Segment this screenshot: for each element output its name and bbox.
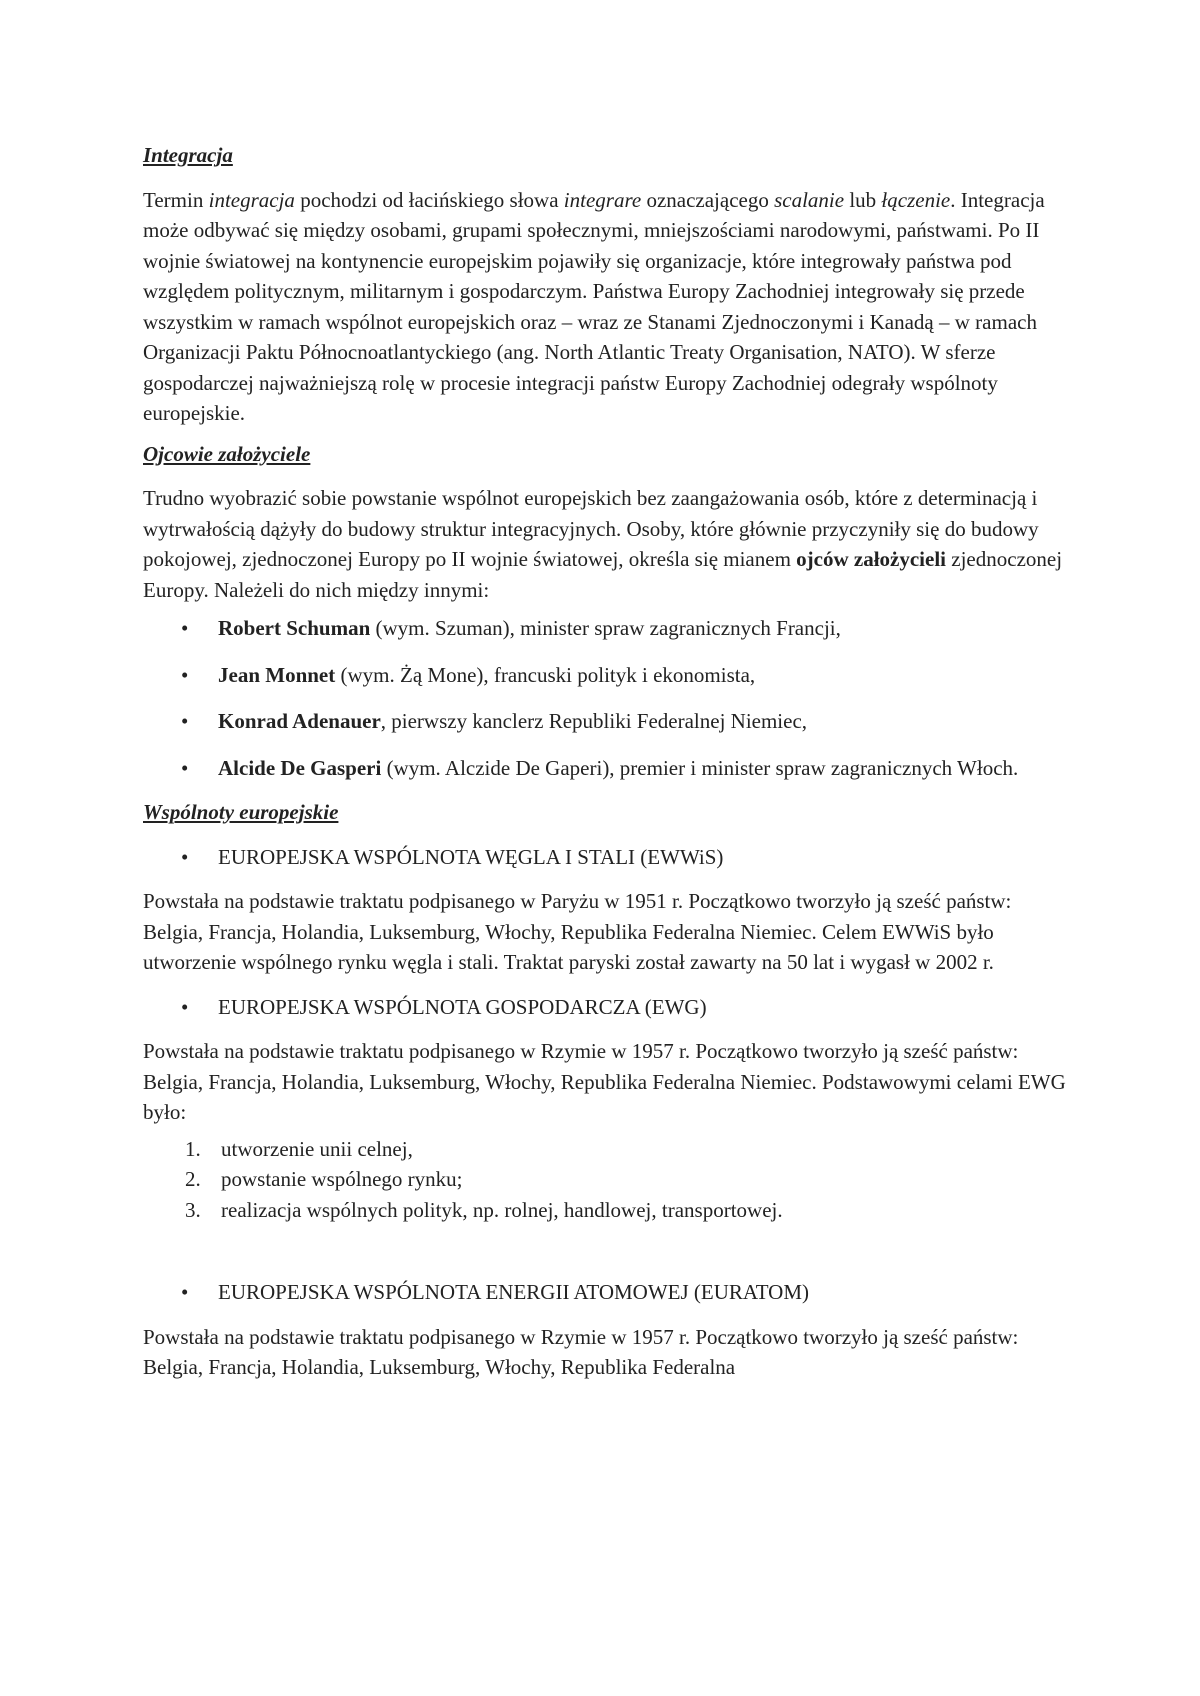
list-item-goal — [143, 1164, 1068, 1195]
list-item-founder — [143, 660, 1068, 691]
bold-term: ojców założycieli — [796, 547, 947, 571]
paragraph-integracja — [143, 185, 1068, 429]
list-item-community — [143, 842, 1068, 873]
list-number: 2. — [185, 1167, 201, 1191]
section-heading-wspolnoty: Wspólnoty europejskie — [143, 800, 339, 824]
bullet-icon: • — [181, 1280, 189, 1304]
founder-desc: (wym. Szuman), minister spraw zagranicznych Francji, — [370, 616, 841, 640]
bullet-icon: • — [181, 844, 189, 869]
italic-term: łączenie — [881, 187, 951, 212]
list-number: 1. — [185, 1136, 201, 1161]
list-item-founder — [143, 613, 1068, 644]
list-item-founder — [143, 706, 1068, 737]
bullet-icon: • — [181, 616, 189, 640]
community-title-ewwis — [143, 842, 1068, 873]
text-run: Trudno wyobrazić sobie powstanie wspólnot europejskich bez zaangażowania osób, które z determinacją i wytrwałością dążyły do budowy struktur integracyjnych. Osoby, które głównie przyczyniły się do budowy pokojowej, zjednoczonej Europy po II wojnie światowej, określa się mianem — [143, 486, 1039, 571]
founder-desc: , pierwszy kanclerz Republiki Federalnej Niemiec, — [380, 709, 808, 733]
community-title: EUROPEJSKA WSPÓLNOTA ENERGII ATOMOWEJ (EURATOM) — [218, 1280, 810, 1304]
italic-term: scalanie — [774, 187, 845, 212]
text-run: zjednoczonej Europy. Należeli do nich między innymi: — [143, 547, 1063, 602]
goal-text: powstanie wspólnego rynku; — [221, 1167, 463, 1191]
community-title-ewg — [143, 992, 1068, 1023]
section-heading-ojcowie: Ojcowie założyciele — [143, 441, 311, 466]
list-number: 3. — [185, 1197, 201, 1222]
text-run: . Integracja może odbywać się między osobami, grupami społecznymi, mniejszościami narodowymi, państwami. Po II wojnie światowej na kontynencie europejskim pojawiły się organizacje, które integrowały państwa pod względem politycznym, militarnym i gospodarczym. Państwa Europy Zachodniej integrowały się przede wszystkim w ramach wspólnot europejskich oraz – wraz ze Stanami Zjednoczonymi i Kanadą – w ramach Organizacji Paktu Północnoatlantyckiego (ang. North Atlantic Treaty Organisation, NATO). W sferze gospodarczej najważniejszą rolę w procesie integracji państw Europy Zachodniej odegrały wspólnoty europejskie. — [143, 187, 1045, 425]
text-run: lub — [844, 187, 882, 212]
bullet-icon: • — [181, 755, 189, 780]
founder-desc: (wym. Żą Mone), francuski polityk i ekonomista, — [335, 662, 756, 687]
list-item-founder — [143, 753, 1068, 784]
list-item-community — [143, 1277, 1068, 1308]
founder-name: Alcide De Gasperi — [218, 755, 382, 780]
paragraph-ewg: Powstała na podstawie traktatu podpisanego w Rzymie w 1957 r. Początkowo tworzyło ją sześć państw: Belgia, Francja, Holandia, Luksemburg, Włochy, Republika Federalna Niemiec. Podstawowymi celami EWG było: — [143, 1039, 1066, 1124]
bullet-icon: • — [181, 994, 189, 1019]
founder-name: Konrad Adenauer — [218, 709, 381, 733]
paragraph-ojcowie — [143, 483, 1068, 605]
italic-term: integracja — [208, 187, 295, 212]
goal-text: utworzenie unii celnej, — [221, 1136, 413, 1161]
community-title-euratom — [143, 1277, 1068, 1308]
list-item-community — [143, 992, 1068, 1023]
section-heading-integracja: Integracja — [143, 143, 233, 167]
list-item-goal — [143, 1195, 1068, 1226]
document-page — [143, 140, 1068, 1393]
list-item-goal — [143, 1134, 1068, 1165]
text-run: Termin — [143, 187, 209, 212]
text-run: pochodzi od łacińskiego słowa — [294, 187, 564, 212]
community-title: EUROPEJSKA WSPÓLNOTA GOSPODARCZA (EWG) — [218, 994, 707, 1019]
bullet-icon: • — [181, 709, 189, 733]
community-title: EUROPEJSKA WSPÓLNOTA WĘGLA I STALI (EWWiS) — [218, 844, 724, 869]
ewg-goals-list — [143, 1134, 1068, 1226]
founders-list — [143, 613, 1068, 783]
text-run: oznaczającego — [641, 187, 775, 212]
goal-text: realizacja wspólnych polityk, np. rolnej, handlowej, transportowej. — [221, 1197, 783, 1222]
founder-desc: (wym. Alczide De Gaperi), premier i minister spraw zagranicznych Włoch. — [381, 755, 1019, 780]
paragraph-euratom: Powstała na podstawie traktatu podpisanego w Rzymie w 1957 r. Początkowo tworzyło ją sześć państw: Belgia, Francja, Holandia, Luksemburg, Włochy, Republika Federalna — [143, 1324, 1019, 1379]
paragraph-ewwis: Powstała na podstawie traktatu podpisanego w Paryżu w 1951 r. Początkowo tworzyło ją sześć państw: Belgia, Francja, Holandia, Luksemburg, Włochy, Republika Federalna Niemiec. Celem EWWiS było utworzenie wspólnego rynku węgla i stali. Traktat paryski został zawarty na 50 lat i wygasł w 2002 r. — [143, 889, 1012, 974]
founder-name: Robert Schuman — [218, 616, 371, 640]
bullet-icon: • — [181, 662, 189, 687]
italic-term: integrare — [563, 187, 642, 212]
founder-name: Jean Monnet — [218, 662, 336, 687]
